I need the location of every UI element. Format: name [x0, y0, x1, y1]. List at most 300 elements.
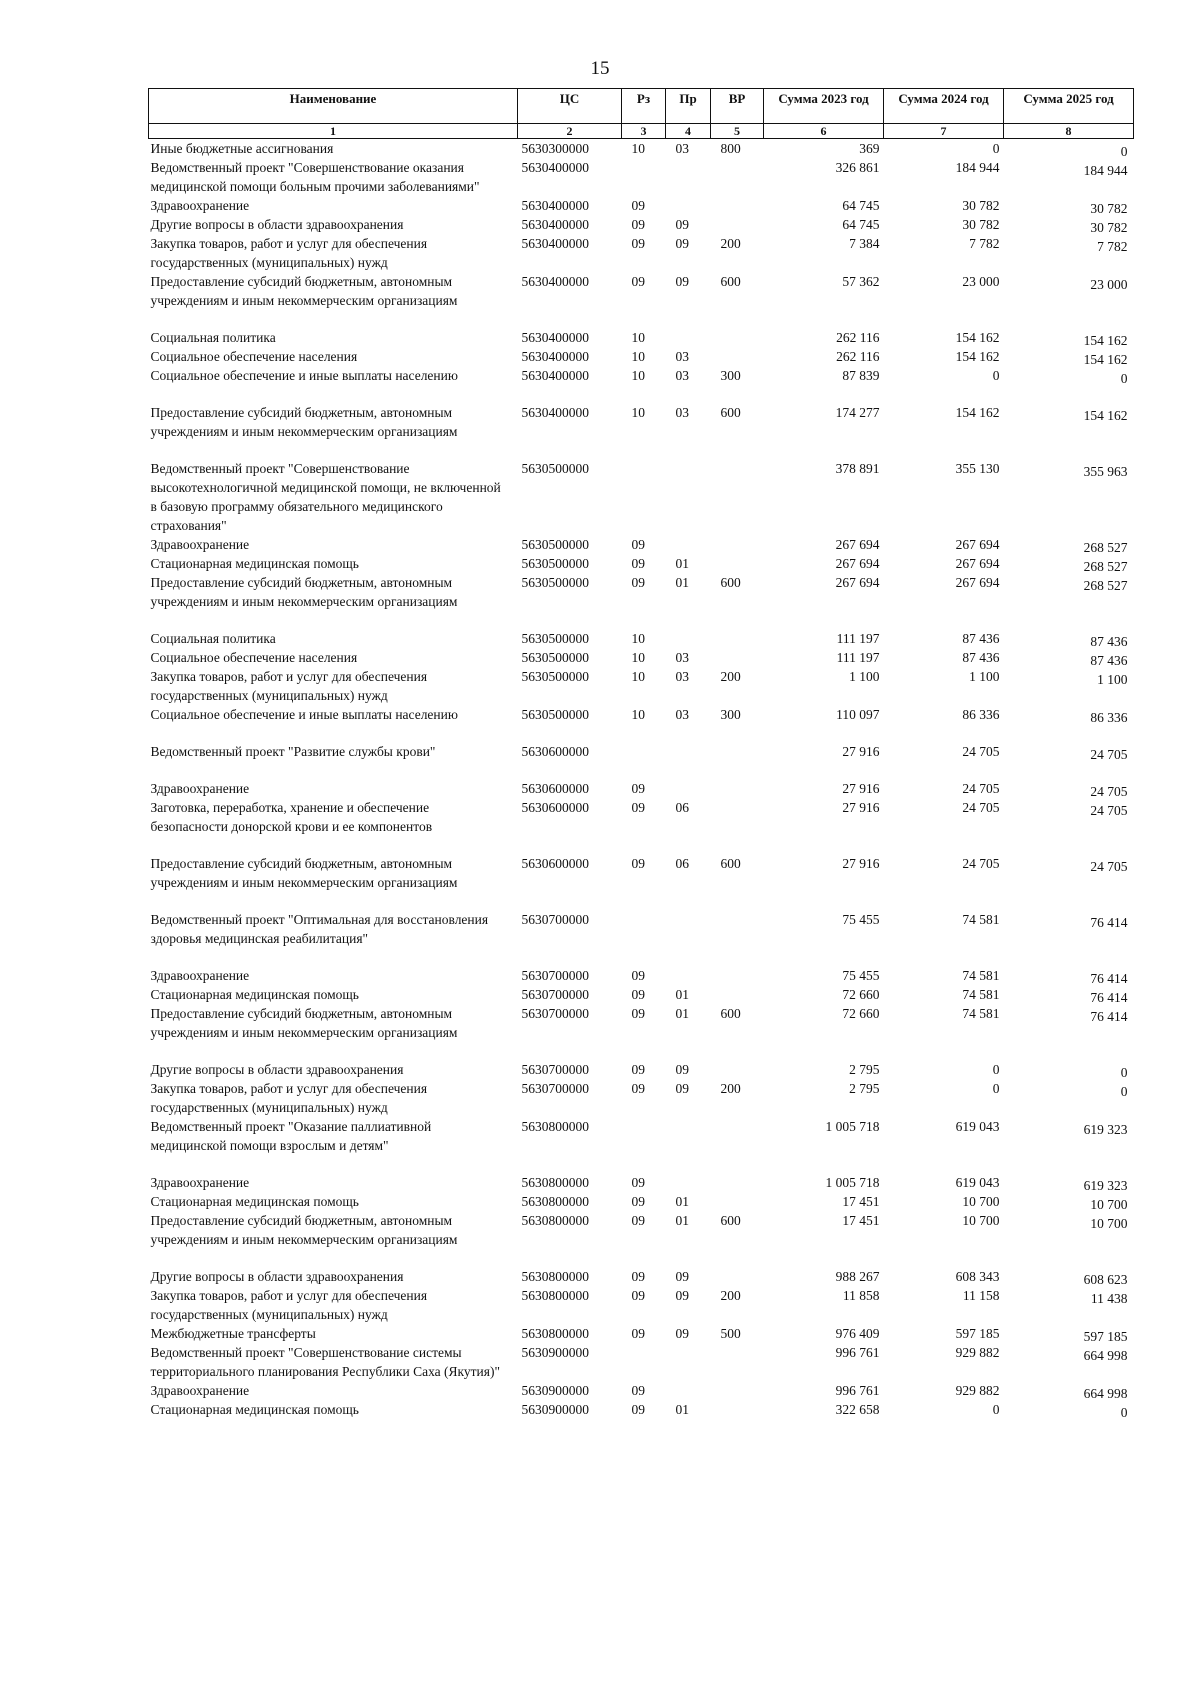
row-pr — [666, 910, 711, 966]
row-sum-2025-value: 0 — [1120, 371, 1128, 386]
row-vr: 200 — [720, 669, 741, 684]
column-number: 4 — [666, 124, 711, 139]
row-sum-2023: 72 660 — [842, 1006, 880, 1021]
row-sum-2025-value: 154 162 — [1083, 352, 1128, 367]
table-row — [149, 554, 1134, 573]
row-rz: 09 — [631, 1062, 645, 1077]
row-rz: 09 — [631, 800, 645, 815]
row-rz: 09 — [631, 537, 645, 552]
row-vr: 500 — [720, 1326, 741, 1341]
row-sum-2023: 57 362 — [842, 274, 880, 289]
row-sum-2025 — [1004, 1343, 1134, 1381]
row-sum-2024: 24 705 — [962, 744, 1000, 759]
row-sum-2025-value: 0 — [1120, 144, 1128, 159]
row-sum-2025 — [1004, 215, 1134, 234]
row-sum-2025-value: 30 782 — [1090, 201, 1128, 216]
row-sum-2023: 174 277 — [835, 405, 880, 420]
row-vr: 600 — [720, 856, 741, 871]
row-sum-2025-value: 355 963 — [1083, 464, 1128, 479]
row-cs: 5630700000 — [521, 1062, 589, 1077]
row-rz: 10 — [631, 405, 645, 420]
row-sum-2025 — [1004, 798, 1134, 854]
row-sum-2025-value: 184 944 — [1083, 163, 1128, 178]
row-cs: 5630500000 — [521, 707, 589, 722]
row-vr — [711, 779, 764, 798]
row-rz: 09 — [631, 781, 645, 796]
row-cs: 5630400000 — [521, 330, 589, 345]
row-sum-2024: 0 — [992, 368, 1000, 383]
row-vr — [711, 742, 764, 779]
header-row — [149, 89, 1134, 124]
row-sum-2025-value: 30 782 — [1090, 220, 1128, 235]
row-pr — [666, 1381, 711, 1400]
row-name: Стационарная медицинская помощь — [150, 1194, 359, 1209]
row-sum-2025 — [1004, 648, 1134, 667]
row-pr — [666, 1117, 711, 1173]
row-rz: 09 — [631, 1326, 645, 1341]
row-sum-2025 — [1004, 1286, 1134, 1324]
row-name: Социальное обеспечение и иные выплаты населению — [150, 707, 458, 722]
row-sum-2025 — [1004, 158, 1134, 196]
row-sum-2024: 355 130 — [955, 461, 1000, 476]
row-cs: 5630400000 — [521, 236, 589, 251]
row-sum-2023: 17 451 — [842, 1194, 880, 1209]
row-sum-2023: 322 658 — [835, 1402, 880, 1417]
row-sum-2024: 23 000 — [962, 274, 1000, 289]
row-rz: 09 — [631, 968, 645, 983]
row-name: Ведомственный проект "Совершенствование оказания медицинской помощи больным прочими заболеваниями" — [150, 160, 480, 194]
row-pr: 09 — [675, 217, 689, 232]
row-cs: 5630700000 — [521, 912, 589, 927]
row-sum-2025 — [1004, 779, 1134, 798]
row-rz: 09 — [631, 575, 645, 590]
row-sum-2025-value: 87 436 — [1090, 634, 1128, 649]
row-cs: 5630700000 — [521, 987, 589, 1002]
row-name: Социальная политика — [150, 330, 276, 345]
row-sum-2024: 608 343 — [955, 1269, 1000, 1284]
row-rz — [622, 1117, 666, 1173]
row-sum-2023: 27 916 — [842, 781, 880, 796]
column-number: 6 — [764, 124, 884, 139]
row-sum-2025 — [1004, 403, 1134, 459]
row-vr: 200 — [720, 236, 741, 251]
table-row — [149, 1267, 1134, 1286]
row-rz: 09 — [631, 217, 645, 232]
row-rz: 09 — [631, 1194, 645, 1209]
row-pr: 09 — [675, 1081, 689, 1096]
row-sum-2025 — [1004, 1060, 1134, 1079]
row-sum-2025 — [1004, 139, 1134, 159]
row-cs: 5630600000 — [521, 744, 589, 759]
row-sum-2024: 184 944 — [955, 160, 1000, 175]
row-rz: 10 — [631, 349, 645, 364]
row-sum-2025-value: 24 705 — [1090, 747, 1128, 762]
row-name: Стационарная медицинская помощь — [150, 556, 359, 571]
row-sum-2025 — [1004, 554, 1134, 573]
row-vr: 600 — [720, 575, 741, 590]
row-sum-2025 — [1004, 1324, 1134, 1343]
row-sum-2024: 24 705 — [962, 781, 1000, 796]
table-row — [149, 629, 1134, 648]
row-sum-2025 — [1004, 347, 1134, 366]
row-name: Предоставление субсидий бюджетным, автономным учреждениям и иным некоммерческим организациям — [150, 1213, 458, 1247]
row-vr — [711, 629, 764, 648]
row-sum-2024: 619 043 — [955, 1175, 1000, 1190]
row-sum-2025 — [1004, 1004, 1134, 1060]
row-sum-2023: 75 455 — [842, 912, 880, 927]
row-cs: 5630900000 — [521, 1345, 589, 1360]
row-sum-2025 — [1004, 328, 1134, 347]
row-name: Предоставление субсидий бюджетным, автономным учреждениям и иным некоммерческим организациям — [150, 575, 458, 609]
row-cs: 5630400000 — [521, 160, 589, 175]
row-sum-2025-value: 76 414 — [1090, 971, 1128, 986]
row-sum-2023: 262 116 — [836, 349, 880, 364]
header-pr: Пр — [666, 89, 711, 124]
row-cs: 5630600000 — [521, 856, 589, 871]
row-name: Предоставление субсидий бюджетным, автономным учреждениям и иным некоммерческим организациям — [150, 274, 458, 308]
column-number: 2 — [518, 124, 622, 139]
row-name: Социальное обеспечение населения — [150, 349, 358, 364]
row-pr: 01 — [675, 1402, 689, 1417]
table-body — [149, 139, 1134, 1420]
row-sum-2025-value: 10 700 — [1090, 1216, 1128, 1231]
row-vr — [711, 554, 764, 573]
table-row — [149, 648, 1134, 667]
row-rz — [622, 1343, 666, 1381]
column-number: 3 — [622, 124, 666, 139]
header-cs: ЦС — [518, 89, 622, 124]
row-sum-2025-value: 608 623 — [1083, 1272, 1128, 1287]
row-pr: 01 — [675, 1213, 689, 1228]
table-row — [149, 139, 1134, 159]
row-sum-2025-value: 76 414 — [1090, 915, 1128, 930]
row-sum-2025 — [1004, 196, 1134, 215]
row-sum-2025-value: 86 336 — [1090, 710, 1128, 725]
row-name: Социальная политика — [150, 631, 276, 646]
row-pr — [666, 1343, 711, 1381]
row-name: Закупка товаров, работ и услуг для обеспечения государственных (муниципальных) нужд — [150, 236, 428, 270]
row-sum-2025 — [1004, 629, 1134, 648]
row-sum-2025-value: 0 — [1120, 1405, 1128, 1420]
row-name: Иные бюджетные ассигнования — [150, 141, 334, 156]
row-vr — [711, 1267, 764, 1286]
table-row — [149, 1211, 1134, 1267]
row-rz: 09 — [631, 1006, 645, 1021]
row-rz: 10 — [631, 669, 645, 684]
row-cs: 5630800000 — [521, 1326, 589, 1341]
row-sum-2023: 996 761 — [835, 1383, 880, 1398]
row-pr: 09 — [675, 1288, 689, 1303]
table-row — [149, 1117, 1134, 1173]
row-cs: 5630400000 — [521, 405, 589, 420]
row-rz: 09 — [631, 987, 645, 1002]
row-sum-2023: 378 891 — [835, 461, 880, 476]
row-vr — [711, 648, 764, 667]
row-cs: 5630500000 — [521, 669, 589, 684]
row-name: Здравоохранение — [150, 781, 250, 796]
row-vr: 600 — [720, 1213, 741, 1228]
row-rz: 09 — [631, 856, 645, 871]
row-sum-2024: 74 581 — [962, 968, 1000, 983]
row-sum-2025 — [1004, 1173, 1134, 1192]
header-sum-2024: Сумма 2024 год — [884, 89, 1004, 124]
header-name: Наименование — [149, 89, 518, 124]
row-pr: 01 — [675, 575, 689, 590]
row-pr — [666, 742, 711, 779]
row-cs: 5630500000 — [521, 650, 589, 665]
row-sum-2023: 87 839 — [842, 368, 880, 383]
row-sum-2025-value: 10 700 — [1090, 1197, 1128, 1212]
row-vr — [711, 535, 764, 554]
row-sum-2023: 17 451 — [842, 1213, 880, 1228]
row-sum-2025 — [1004, 272, 1134, 328]
row-name: Стационарная медицинская помощь — [150, 987, 359, 1002]
row-sum-2023: 988 267 — [835, 1269, 880, 1284]
row-sum-2025 — [1004, 1192, 1134, 1211]
table-row — [149, 966, 1134, 985]
row-sum-2024: 7 782 — [969, 236, 1000, 251]
row-rz — [622, 910, 666, 966]
row-sum-2023: 369 — [859, 141, 880, 156]
row-sum-2025-value: 76 414 — [1090, 990, 1128, 1005]
row-sum-2023: 976 409 — [835, 1326, 880, 1341]
row-sum-2023: 267 694 — [835, 556, 880, 571]
row-vr — [711, 215, 764, 234]
row-sum-2025-value: 664 998 — [1083, 1348, 1128, 1363]
table-row — [149, 1173, 1134, 1192]
table-row — [149, 196, 1134, 215]
row-rz: 09 — [631, 1288, 645, 1303]
row-rz: 10 — [631, 330, 645, 345]
row-sum-2024: 929 882 — [955, 1383, 1000, 1398]
table-row — [149, 1381, 1134, 1400]
column-number: 1 — [149, 124, 518, 139]
row-name: Социальное обеспечение населения — [150, 650, 358, 665]
row-pr — [666, 966, 711, 985]
table-row — [149, 854, 1134, 910]
row-sum-2023: 111 197 — [836, 631, 880, 646]
row-cs: 5630800000 — [521, 1119, 589, 1134]
row-sum-2024: 30 782 — [962, 217, 1000, 232]
row-cs: 5630800000 — [521, 1269, 589, 1284]
row-vr: 800 — [720, 141, 741, 156]
row-sum-2024: 619 043 — [955, 1119, 1000, 1134]
budget-table-container — [148, 88, 1133, 1419]
table-row — [149, 1286, 1134, 1324]
row-name: Закупка товаров, работ и услуг для обеспечения государственных (муниципальных) нужд — [150, 1081, 428, 1115]
header-sum-2025: Сумма 2025 год — [1004, 89, 1134, 124]
row-sum-2025 — [1004, 1267, 1134, 1286]
row-sum-2025-value: 23 000 — [1090, 277, 1128, 292]
table-row — [149, 347, 1134, 366]
row-sum-2025-value: 154 162 — [1083, 333, 1128, 348]
row-vr — [711, 1117, 764, 1173]
row-vr: 600 — [720, 1006, 741, 1021]
row-vr — [711, 459, 764, 535]
table-row — [149, 158, 1134, 196]
row-pr — [666, 328, 711, 347]
row-sum-2023: 267 694 — [835, 575, 880, 590]
table-row — [149, 459, 1134, 535]
row-cs: 5630500000 — [521, 575, 589, 590]
row-sum-2025-value: 1 100 — [1097, 672, 1128, 687]
row-pr: 01 — [675, 987, 689, 1002]
row-sum-2023: 1 005 718 — [825, 1119, 880, 1134]
row-pr: 01 — [675, 1194, 689, 1209]
row-cs: 5630700000 — [521, 1081, 589, 1096]
row-sum-2025-value: 87 436 — [1090, 653, 1128, 668]
row-pr: 03 — [675, 141, 689, 156]
row-sum-2025-value: 154 162 — [1083, 408, 1128, 423]
row-name: Ведомственный проект "Совершенствование системы территориального планирования Республики Саха (Якутия)" — [150, 1345, 500, 1379]
row-sum-2024: 0 — [992, 1062, 1000, 1077]
row-name: Предоставление субсидий бюджетным, автономным учреждениям и иным некоммерческим организациям — [150, 405, 458, 439]
row-pr: 09 — [675, 274, 689, 289]
row-sum-2025 — [1004, 667, 1134, 705]
row-sum-2024: 154 162 — [955, 405, 1000, 420]
row-cs: 5630400000 — [521, 368, 589, 383]
row-pr — [666, 196, 711, 215]
row-cs: 5630900000 — [521, 1402, 589, 1417]
row-cs: 5630600000 — [521, 781, 589, 796]
row-name: Ведомственный проект "Оптимальная для восстановления здоровья медицинская реабилитация" — [150, 912, 489, 946]
row-name: Другие вопросы в области здравоохранения — [150, 217, 404, 232]
row-sum-2025 — [1004, 1117, 1134, 1173]
row-cs: 5630500000 — [521, 556, 589, 571]
row-vr — [711, 1173, 764, 1192]
row-sum-2024: 0 — [992, 141, 1000, 156]
row-pr — [666, 779, 711, 798]
row-sum-2024: 1 100 — [969, 669, 1000, 684]
row-rz: 09 — [631, 274, 645, 289]
row-sum-2025-value: 24 705 — [1090, 803, 1128, 818]
row-name: Стационарная медицинская помощь — [150, 1402, 359, 1417]
row-sum-2023: 2 795 — [849, 1062, 880, 1077]
table-row — [149, 366, 1134, 403]
row-sum-2025 — [1004, 234, 1134, 272]
row-sum-2023: 11 858 — [842, 1288, 880, 1303]
row-sum-2024: 597 185 — [955, 1326, 1000, 1341]
row-pr: 09 — [675, 236, 689, 251]
row-sum-2023: 326 861 — [835, 160, 880, 175]
row-sum-2025 — [1004, 459, 1134, 535]
row-sum-2025-value: 619 323 — [1083, 1178, 1128, 1193]
row-name: Здравоохранение — [150, 1383, 250, 1398]
table-row — [149, 798, 1134, 854]
table-row — [149, 234, 1134, 272]
row-sum-2023: 64 745 — [842, 217, 880, 232]
row-cs: 5630700000 — [521, 1006, 589, 1021]
row-sum-2024: 154 162 — [955, 330, 1000, 345]
row-sum-2024: 24 705 — [962, 800, 1000, 815]
row-sum-2025-value: 7 782 — [1097, 239, 1128, 254]
row-sum-2025 — [1004, 573, 1134, 629]
row-cs: 5630400000 — [521, 349, 589, 364]
row-vr — [711, 158, 764, 196]
row-sum-2023: 27 916 — [842, 856, 880, 871]
row-sum-2025-value: 0 — [1120, 1084, 1128, 1099]
row-sum-2025 — [1004, 1211, 1134, 1267]
row-name: Здравоохранение — [150, 968, 250, 983]
row-name: Социальное обеспечение и иные выплаты населению — [150, 368, 458, 383]
row-name: Здравоохранение — [150, 537, 250, 552]
row-vr: 300 — [720, 368, 741, 383]
row-pr: 06 — [675, 800, 689, 815]
table-row — [149, 1400, 1134, 1419]
table-header — [149, 89, 1134, 139]
row-sum-2023: 110 097 — [836, 707, 880, 722]
row-sum-2024: 24 705 — [962, 856, 1000, 871]
row-sum-2025-value: 619 323 — [1083, 1122, 1128, 1137]
row-sum-2024: 87 436 — [962, 650, 1000, 665]
row-cs: 5630800000 — [521, 1175, 589, 1190]
row-cs: 5630700000 — [521, 968, 589, 983]
row-cs: 5630500000 — [521, 631, 589, 646]
row-sum-2025-value: 597 185 — [1083, 1329, 1128, 1344]
row-sum-2024: 0 — [992, 1081, 1000, 1096]
row-rz: 09 — [631, 198, 645, 213]
row-vr — [711, 328, 764, 347]
row-rz: 10 — [631, 631, 645, 646]
row-vr: 200 — [720, 1081, 741, 1096]
row-sum-2024: 267 694 — [955, 575, 1000, 590]
row-vr: 200 — [720, 1288, 741, 1303]
row-name: Закупка товаров, работ и услуг для обеспечения государственных (муниципальных) нужд — [150, 1288, 428, 1322]
column-number-row — [149, 124, 1134, 139]
row-rz: 10 — [631, 368, 645, 383]
row-cs: 5630400000 — [521, 274, 589, 289]
row-vr: 300 — [720, 707, 741, 722]
row-rz — [622, 742, 666, 779]
table-row — [149, 1004, 1134, 1060]
table-row — [149, 1192, 1134, 1211]
row-sum-2025-value: 24 705 — [1090, 859, 1128, 874]
budget-table — [148, 88, 1134, 1419]
row-sum-2023: 267 694 — [835, 537, 880, 552]
table-row — [149, 1343, 1134, 1381]
row-name: Другие вопросы в области здравоохранения — [150, 1269, 404, 1284]
row-sum-2024: 154 162 — [955, 349, 1000, 364]
row-sum-2024: 30 782 — [962, 198, 1000, 213]
row-pr: 09 — [675, 1269, 689, 1284]
row-pr — [666, 158, 711, 196]
row-pr: 03 — [675, 349, 689, 364]
row-pr: 03 — [675, 669, 689, 684]
row-rz: 09 — [631, 1383, 645, 1398]
row-vr — [711, 798, 764, 854]
column-number: 5 — [711, 124, 764, 139]
row-sum-2024: 929 882 — [955, 1345, 1000, 1360]
row-cs: 5630900000 — [521, 1383, 589, 1398]
row-sum-2023: 996 761 — [835, 1345, 880, 1360]
row-sum-2025 — [1004, 854, 1134, 910]
row-name: Ведомственный проект "Оказание паллиативной медицинской помощи взрослым и детям" — [150, 1119, 432, 1153]
table-row — [149, 535, 1134, 554]
row-cs: 5630800000 — [521, 1194, 589, 1209]
row-sum-2025-value: 0 — [1120, 1065, 1128, 1080]
row-sum-2023: 64 745 — [842, 198, 880, 213]
row-pr: 01 — [675, 1006, 689, 1021]
row-pr: 09 — [675, 1326, 689, 1341]
table-row — [149, 705, 1134, 742]
row-sum-2024: 74 581 — [962, 987, 1000, 1002]
row-vr — [711, 1381, 764, 1400]
row-vr — [711, 1060, 764, 1079]
row-rz: 10 — [631, 707, 645, 722]
row-pr: 03 — [675, 707, 689, 722]
row-vr — [711, 347, 764, 366]
table-row — [149, 742, 1134, 779]
